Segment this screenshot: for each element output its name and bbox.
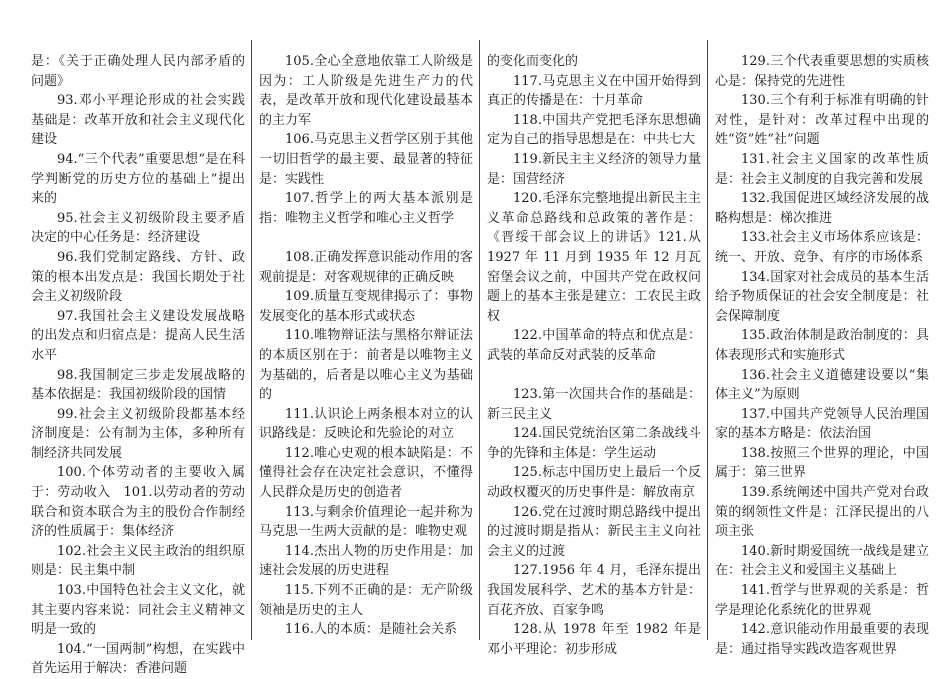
- paragraph: 100.个体劳动者的主要收入属于：劳动收入 101.以劳动者的劳动联合和资本联合为主的股份合作制经济的性质属于：集体经济: [31, 465, 245, 540]
- paragraph: 133.社会主义市场体系应该是：统一、开放、竞争、有序的市场体系: [715, 230, 929, 265]
- paragraph: 125.标志中国历史上最后一个反动政权覆灭的历史事件是：解放南京: [487, 465, 701, 501]
- paragraph: 138.按照三个世界的理论，中国属于：第三世界: [715, 445, 929, 481]
- paragraph: 140.新时期爱国统一战线是建立在：社会主义和爱国主义基础上: [715, 543, 929, 579]
- paragraph: 132.我国促进区域经济发展的战略构想是：梯次推进: [715, 191, 929, 226]
- paragraph: 99.社会主义初级阶段都基本经济制度是：公有制为主体，多种所有制经济共同发展: [31, 406, 245, 461]
- paragraph: 129.三个代表重要思想的实质核心是：保持党的先进性: [715, 54, 929, 89]
- paragraph: 119.新民主主义经济的领导力量是：国营经济: [487, 151, 701, 187]
- paragraph: 112.唯心史观的根本缺陷是：不懂得社会存在决定社会意识，不懂得人民群众是历史的创造者: [259, 445, 473, 501]
- paragraph: 141.哲学与世界观的关系是：哲学是理论化系统化的世界观: [715, 583, 929, 618]
- paragraph: 137.中国共产党领导人民治理国家的基本方略是：依法治国: [715, 406, 929, 442]
- paragraph: 118.中国共产党把毛泽东思想确定为自己的指导思想是在：中共七大: [487, 112, 701, 148]
- column-divider: [251, 40, 252, 640]
- column-divider: [707, 40, 708, 640]
- paragraph: 111.认识论上两条根本对立的认识路线是：反映论和先验论的对立: [259, 406, 473, 442]
- text-column-1: [31, 52, 245, 677]
- paragraph: 108.正确发挥意识能动作用的客观前提是：对客观规律的正确反映: [259, 249, 473, 285]
- text-column-3: [487, 52, 701, 657]
- paragraph: 104.“一国两制”构想，在实践中首先运用于解决：香港问题: [31, 641, 245, 677]
- paragraph: 124.国民党统治区第二条战线斗争的先锋和主体是：学生运动: [487, 426, 701, 461]
- paragraph: 是：《关于正确处理人民内部矛盾的问题》: [31, 54, 245, 89]
- paragraph: 130.三个有利于标准有明确的针对性，是针对：改革过程中出现的姓“资”姓“社”问题: [715, 93, 929, 148]
- paragraph: 120.毛泽东完整地提出新民主主义革命总路线和总政策的著作是：《晋绥干部会议上的讲话》121.从 1927 年 11 月到 1935 年 12 月瓦窑堡会议之前，中国共产党在政权问题上的基本主张是建立：工农民主政权: [487, 191, 701, 324]
- paragraph: 131.社会主义国家的改革性质是：社会主义制度的自我完善和发展: [715, 151, 929, 187]
- column-divider: [479, 40, 480, 640]
- paragraph: 106.马克思主义哲学区别于其他一切旧哲学的最主要、最显著的特征是：实践性: [259, 132, 473, 187]
- paragraph: 93.邓小平理论形成的社会实践基础是：改革开放和社会主义现代化建设: [31, 93, 245, 148]
- paragraph: 113.与剩余价值理论一起并称为马克思一生两大贡献的是：唯物史观: [259, 504, 473, 540]
- paragraph: 97.我国社会主义建设发展战略的出发点和归宿点是：提高人民生活水平: [31, 308, 245, 363]
- paragraph: 105.全心全意地依靠工人阶级是因为：工人阶级是先进生产力的代表，是改革开放和现代化建设最基本的主力军: [259, 54, 473, 128]
- paragraph: 98.我国制定三步走发展战略的基本依据是：我国初级阶段的国情: [31, 367, 245, 403]
- paragraph: 110.唯物辩证法与黑格尔辩证法的本质区别在于：前者是以唯物主义为基础的，后者是以唯心主义为基础的: [259, 328, 473, 403]
- paragraph: 115.下列不正确的是：无产阶级领袖是历史的主人: [259, 583, 473, 618]
- paragraph: 123.第一次国共合作的基础是：新三民主义: [487, 387, 701, 422]
- paragraph: 122.中国革命的特点和优点是：武装的革命反对武装的反革命: [487, 328, 701, 363]
- paragraph: 116.人的本质：是随社会关系: [285, 622, 457, 638]
- paragraph: 102.社会主义民主政治的组织原则是：民主集中制: [31, 543, 245, 579]
- paragraph: 126.党在过渡时期总路线中提出的过渡时期是指从：新民主主义向社会主义的过渡: [487, 504, 701, 559]
- text-column-2: [259, 52, 473, 636]
- paragraph: 95.社会主义初级阶段主要矛盾决定的中心任务是：经济建设: [31, 210, 245, 246]
- paragraph: 114.杰出人物的历史作用是：加速社会发展的历史进程: [259, 543, 473, 579]
- paragraph: 的变化而变化的: [487, 54, 579, 69]
- paragraph: 127.1956 年 4 月，毛泽东提出我国发展科学、艺术的基本方针是：百花齐放、百家争鸣: [487, 563, 701, 618]
- paragraph: 136.社会主义道德建设要以“集体主义”为原则: [715, 367, 929, 403]
- text-column-4: [715, 52, 929, 657]
- paragraph: 94.“三个代表”重要思想“是在科学判断党的历史方位的基础上”提出来的: [31, 151, 245, 207]
- paragraph: 135.政治体制是政治制度的：具体表现形式和实施形式: [715, 328, 929, 363]
- paragraph: 103.中国特色社会主义文化，就其主要内容来说：同社会主义精神文明是一致的: [31, 583, 245, 638]
- paragraph: 128.从 1978 年至 1982 年是邓小平理论：初步形成: [487, 622, 701, 657]
- paragraph: 139.系统阐述中国共产党对台政策的纲领性文件是：江泽民提出的八项主张: [715, 485, 929, 540]
- paragraph: 107.哲学上的两大基本派别是指：唯物主义哲学和唯心主义哲学: [259, 191, 473, 226]
- paragraph: 96.我们党制定路线、方针、政策的根本出发点是：我国长期处于社会主义初级阶段: [31, 249, 245, 305]
- paragraph: 109.质量互变规律揭示了：事物发展变化的基本形式或状态: [259, 289, 473, 324]
- paragraph: 117.马克思主义在中国开始得到真正的传播是在：十月革命: [487, 73, 701, 109]
- paragraph: 142.意识能动作用最重要的表现是：通过指导实践改造客观世界: [715, 622, 929, 657]
- paragraph: 134.国家对社会成员的基本生活给予物质保证的社会安全制度是：社会保障制度: [715, 269, 929, 324]
